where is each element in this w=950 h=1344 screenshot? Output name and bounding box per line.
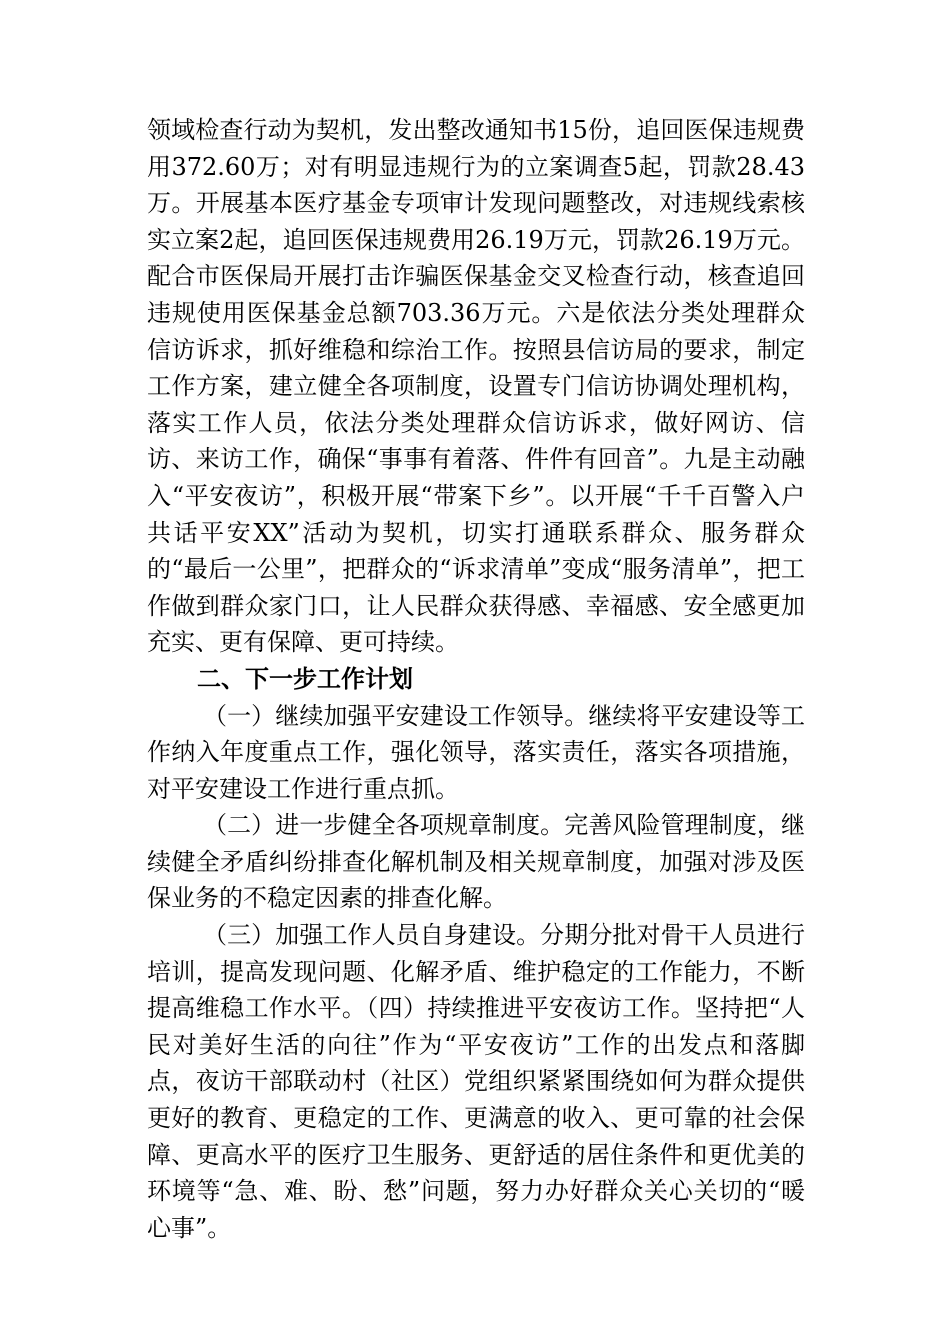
plan-item-3: （三）加强工作人员自身建设。分期分批对骨干人员进行培训，提高发现问题、化解矛盾、维护稳定的工作能力，不断提高维稳工作水平。（四）持续推进平安夜访工作。坚持把“人民对美好生活的向往”作为“平安夜访”工作的出发点和落脚点，夜访干部联动村（社区）党组织紧紧围绕如何为群众提供更好的教育、更稳定的工作、更满意的收入、更可靠的社会保障、更高水平的医疗卫生服务、更舒适的居住条件和更优美的环境等“急、难、盼、愁”问题，努力办好群众关心关切的“暖心事”。 [147, 921, 805, 1242]
plan-item-1: （一）继续加强平安建设工作领导。继续将平安建设等工作纳入年度重点工作，强化领导，落实责任，落实各项措施，对平安建设工作进行重点抓。 [147, 701, 805, 803]
paragraph-continued: 领域检查行动为契机，发出整改通知书15份，追回医保违规费用372.60万；对有明显违规行为的立案调查5起，罚款28.43万。开展基本医疗基金专项审计发现问题整改，对违规线索核实立案2起，追回医保违规费用26.19万元，罚款26.19万元。配合市医保局开展打击诈骗医保基金交叉检查行动，核查追回违规使用医保基金总额703.36万元。六是依法分类处理群众信访诉求，抓好维稳和综治工作。按照县信访局的要求，制定工作方案，建立健全各项制度，设置专门信访协调处理机构，落实工作人员，依法分类处理群众信访诉求，做好网访、信访、来访工作，确保“事事有着落、件件有回音”。九是主动融入“平安夜访”，积极开展“带案下乡”。以开展“千千百警入户共话平安XX”活动为契机，切实打通联系群众、服务群众的“最后一公里”，把群众的“诉求清单”变成“服务清单”，把工作做到群众家门口，让人民群众获得感、幸福感、安全感更加充实、更有保障、更可持续。 [147, 116, 805, 657]
section-heading: 二、下一步工作计划 [197, 664, 413, 693]
plan-item-2: （二）进一步健全各项规章制度。完善风险管理制度，继续健全矛盾纠纷排查化解机制及相关规章制度，加强对涉及医保业务的不稳定因素的排查化解。 [147, 811, 805, 913]
document-body [147, 112, 805, 1246]
